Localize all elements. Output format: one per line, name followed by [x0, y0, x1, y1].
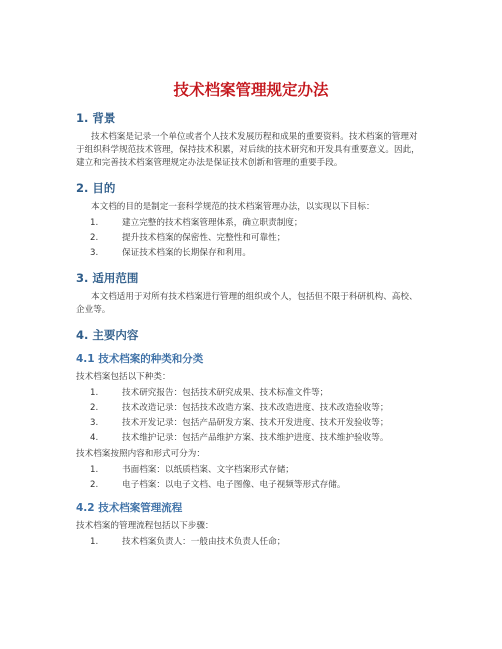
forms-list	[76, 464, 426, 492]
list-number: 1.	[90, 465, 99, 475]
list-text: 技术维护记录：包括产品维护方案、技术维护进度、技术维护验收等。	[122, 433, 389, 443]
list-item	[76, 417, 426, 430]
list-number: 3.	[90, 418, 99, 428]
list-text: 技术改造记录：包括技术改造方案、技术改造进度、技术改造验收等；	[122, 403, 389, 413]
subsection-heading-4-2: 4.2 技术档案管理流程	[76, 502, 183, 514]
list-text: 建立完整的技术档案管理体系，确立职责制度；	[122, 218, 303, 228]
list-text: 保证技术档案的长期保存和利用。	[122, 248, 251, 258]
scope-paragraph: 本文档适用于对所有技术档案进行管理的组织或个人，包括但不限于科研机构、高校、企业等。	[76, 292, 418, 315]
list-number: 4.	[90, 433, 99, 443]
purpose-list	[76, 217, 426, 260]
list-number: 3.	[90, 248, 99, 258]
process-list	[76, 536, 426, 549]
background-paragraph: 技术档案是记录一个单位或者个人技术发展历程和成果的重要资料。技术档案的管理对于组织科学规范技术管理，保持技术积累，对后续的技术研究和开发具有重要意义。因此，建立和完善技术档案管理规定办法是保证技术创新和管理的重要手段。	[76, 132, 420, 168]
section-heading-scope: 3. 适用范围	[76, 271, 139, 285]
list-number: 2.	[90, 403, 99, 413]
list-item	[76, 387, 426, 400]
list-item	[76, 232, 426, 245]
list-text: 技术开发记录：包括产品研发方案、技术开发进度、技术开发验收等；	[122, 418, 389, 428]
list-number: 2.	[90, 233, 99, 243]
list-text: 电子档案：以电子文档、电子图像、电子视频等形式存储。	[122, 480, 346, 490]
list-number: 2.	[90, 480, 99, 490]
process-intro: 技术档案的管理流程包括以下步骤：	[76, 521, 214, 531]
list-item	[76, 432, 426, 445]
list-text: 技术研究报告：包括技术研究成果、技术标准文件等；	[122, 388, 329, 398]
section-heading-main: 4. 主要内容	[76, 328, 139, 342]
list-text: 提升技术档案的保密性、完整性和可靠性；	[122, 233, 286, 243]
list-item	[76, 536, 426, 549]
section-heading-purpose: 2. 目的	[76, 181, 116, 195]
list-item	[76, 479, 426, 492]
list-number: 1.	[90, 388, 99, 398]
list-text: 技术档案负责人：一般由技术负责人任命；	[122, 537, 286, 547]
types-intro: 技术档案包括以下种类：	[76, 372, 171, 382]
list-item	[76, 247, 426, 260]
subsection-heading-4-1: 4.1 技术档案的种类和分类	[76, 353, 204, 365]
list-item	[76, 217, 426, 230]
list-item	[76, 464, 426, 477]
forms-intro: 技术档案按照内容和形式可分为：	[76, 449, 205, 459]
list-number: 1.	[90, 537, 99, 547]
list-number: 1.	[90, 218, 99, 228]
section-heading-background: 1. 背景	[76, 111, 116, 125]
purpose-paragraph: 本文档的目的是制定一套科学规范的技术档案管理办法，以实现以下目标：	[91, 202, 375, 212]
document-title: 技术档案管理规定办法	[173, 81, 329, 99]
types-list	[76, 387, 426, 445]
list-item	[76, 402, 426, 415]
list-text: 书面档案：以纸质档案、文字档案形式存储；	[122, 465, 294, 475]
